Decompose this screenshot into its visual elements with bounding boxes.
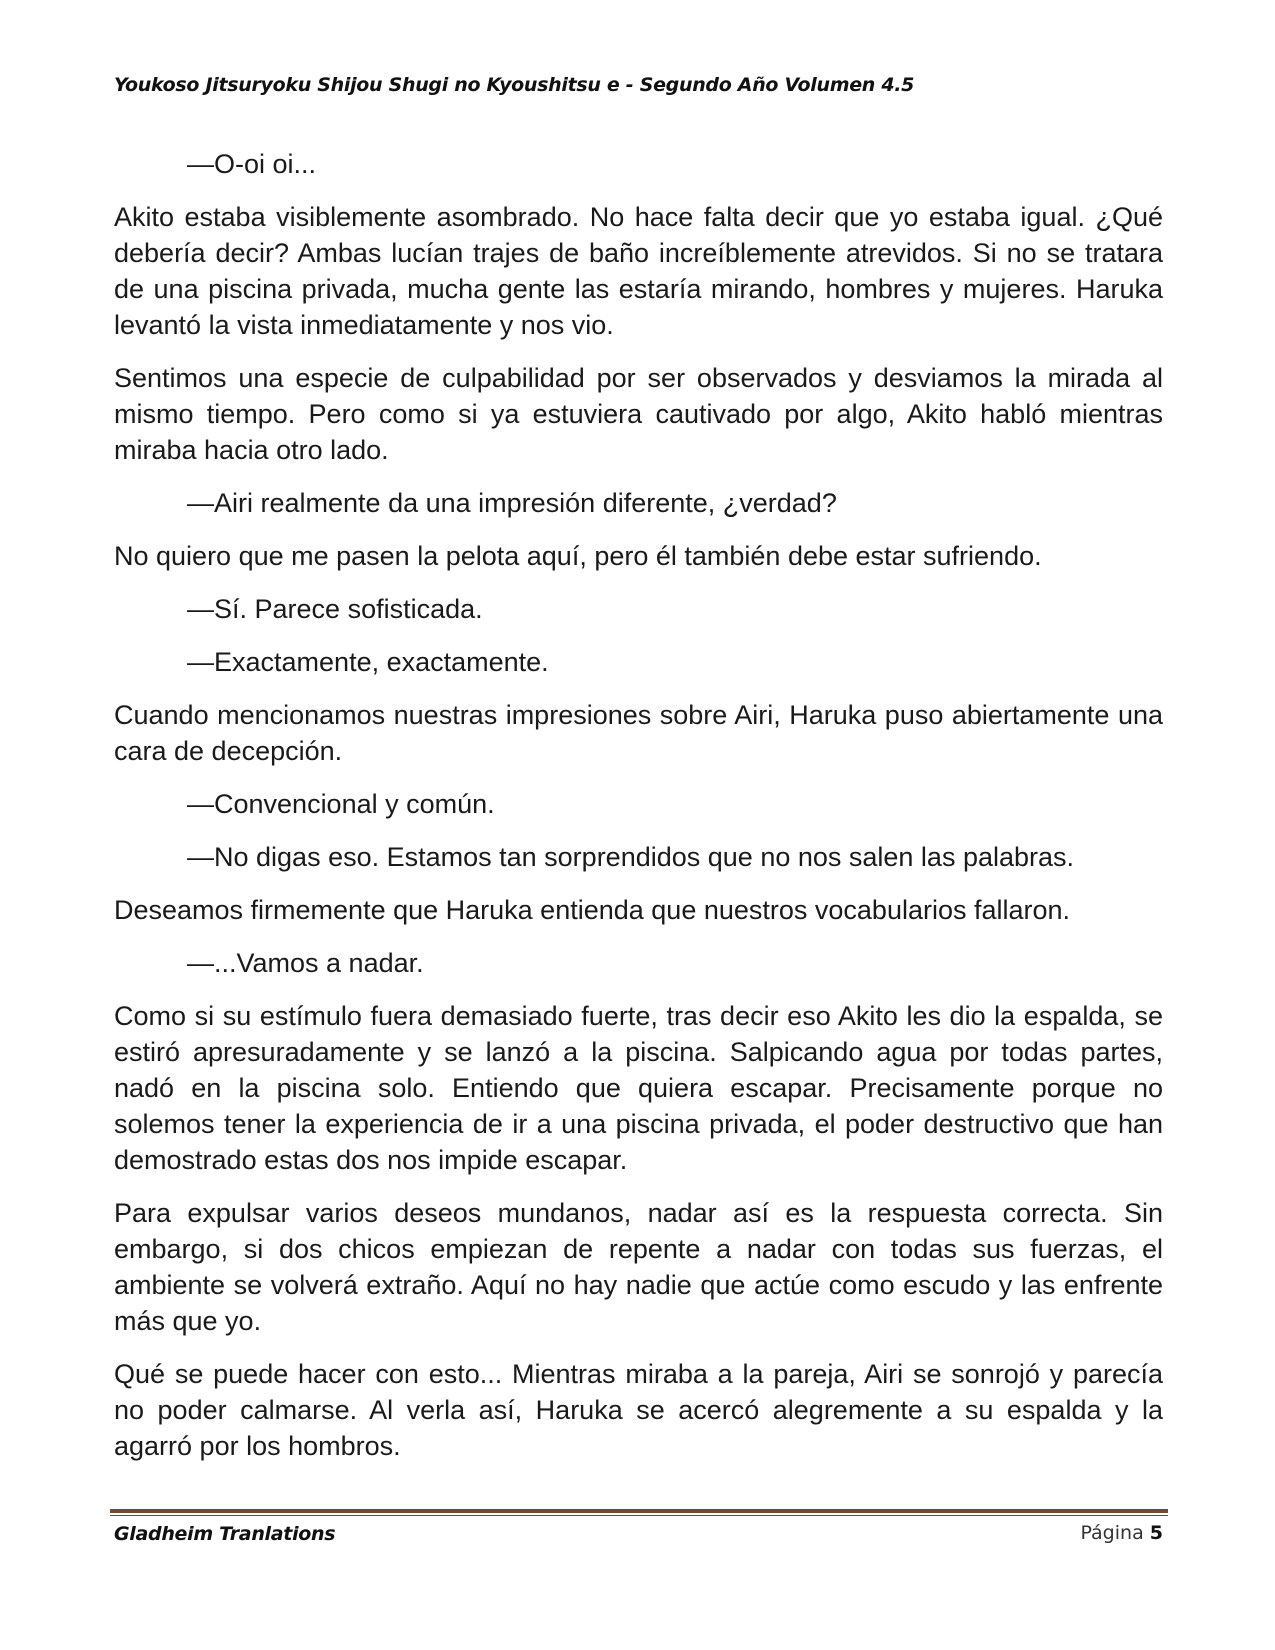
paragraph: Cuando mencionamos nuestras impresiones sobre Airi, Haruka puso abiertamente una cara de decepción.: [114, 700, 1163, 766]
paragraph: Akito estaba visiblemente asombrado. No hace falta decir que yo estaba igual. ¿Qué debería decir? Ambas lucían trajes de baño increíblemente atrevidos. Si no se tratara de una piscina privada, mucha gente las estaría mirando, hombres y mujeres. Haruka levantó la vista inmediatamente y nos vio.: [114, 202, 1163, 340]
paragraph: Deseamos firmemente que Haruka entienda que nuestros vocabularios fallaron.: [114, 895, 1071, 925]
paragraph: —...Vamos a nadar.: [187, 948, 424, 978]
paragraph: No quiero que me pasen la pelota aquí, pero él también debe estar sufriendo.: [114, 541, 1042, 571]
footer-divider: [110, 1509, 1168, 1516]
paragraph: —Sí. Parece sofisticada.: [187, 594, 483, 624]
page-label: Página: [1080, 1522, 1144, 1544]
paragraph: Como si su estímulo fuera demasiado fuerte, tras decir eso Akito les dio la espalda, se estiró apresuradamente y se lanzó a la piscina. Salpicando agua por todas partes, nadó en la piscina solo. Entiendo que quiera escapar. Precisamente porque no solemos tener la experiencia de ir a una piscina privada, el poder destructivo que han demostrado estas dos nos impide escapar.: [114, 1001, 1163, 1175]
page-header: Youkoso Jitsuryoku Shijou Shugi no Kyoushitsu e - Segundo Año Volumen 4.5: [114, 74, 915, 96]
footer-divider-thick: [110, 1509, 1168, 1513]
paragraph: —Airi realmente da una impresión diferente, ¿verdad?: [187, 488, 837, 518]
page-number-value: 5: [1149, 1522, 1163, 1544]
paragraph: —O-oi oi...: [187, 149, 317, 179]
footer-credit: Gladheim Tranlations: [114, 1523, 336, 1545]
paragraph: Para expulsar varios deseos mundanos, nadar así es la respuesta correcta. Sin embargo, si dos chicos empiezan de repente a nadar con todas sus fuerzas, el ambiente se volverá extraño. Aquí no hay nadie que actúe como escudo y las enfrente más que yo.: [114, 1198, 1163, 1336]
paragraph: Qué se puede hacer con esto... Mientras miraba a la pareja, Airi se sonrojó y parecía no poder calmarse. Al verla así, Haruka se acercó alegremente a su espalda y la agarró por los hombros.: [114, 1359, 1163, 1461]
paragraph: Sentimos una especie de culpabilidad por ser observados y desviamos la mirada al mismo tiempo. Pero como si ya estuviera cautivado por algo, Akito habló mientras miraba hacia otro lado.: [114, 363, 1163, 465]
paragraph: —No digas eso. Estamos tan sorprendidos que no nos salen las palabras.: [187, 842, 1075, 872]
paragraph: —Convencional y común.: [187, 789, 495, 819]
body-text: [114, 146, 1163, 1481]
paragraph: —Exactamente, exactamente.: [187, 647, 549, 677]
page-number: [1080, 1522, 1163, 1544]
footer-divider-thin: [110, 1515, 1168, 1516]
